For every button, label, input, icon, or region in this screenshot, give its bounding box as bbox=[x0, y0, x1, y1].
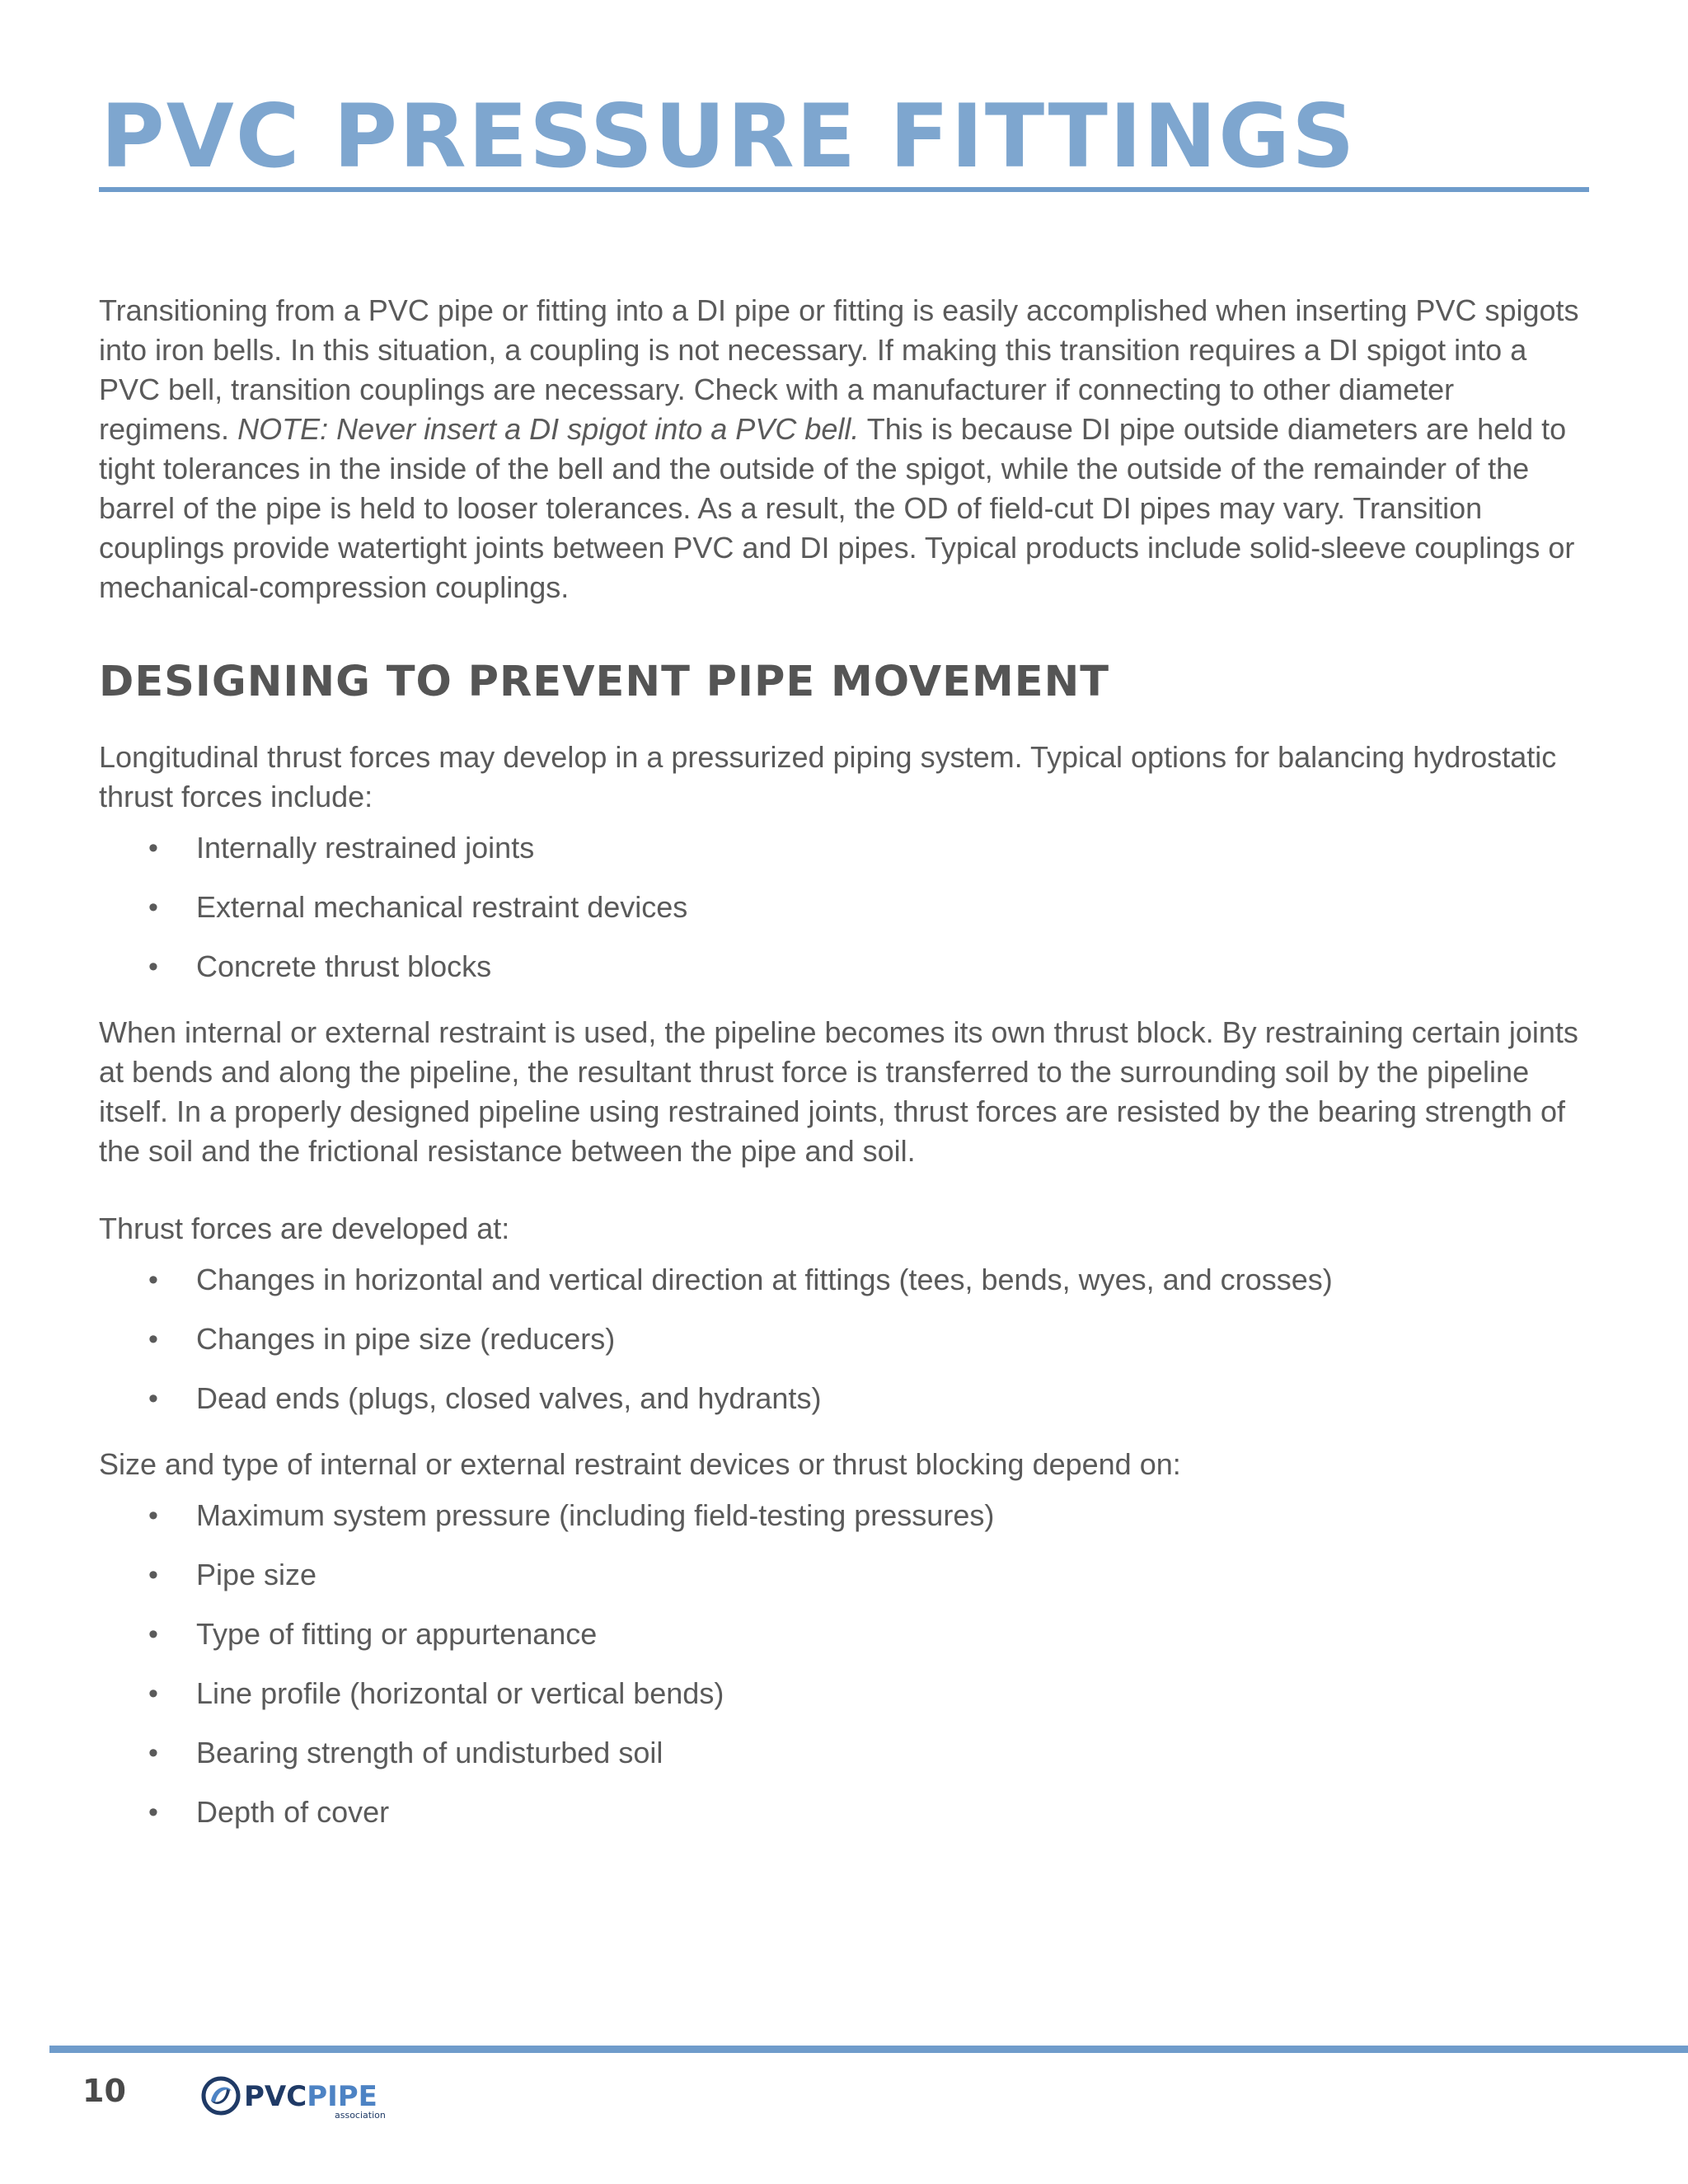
logo-text-association: association bbox=[335, 2110, 386, 2121]
list-item-text: Bearing strength of undisturbed soil bbox=[196, 1736, 663, 1769]
pvc-pipe-association-logo bbox=[201, 2073, 415, 2122]
intro-text-start: Transitioning from a PVC pipe or fitting into a DI pipe or fitting is easily accomplished when inserting PVC spigots into iron bells. In this situation, a coupling is not necessary. If making this transition requires a DI spigot into a PVC bell, transition couplings are necessary. Check with a manufacturer if connecting to other diameter regimens. bbox=[99, 293, 1579, 446]
depend-on-list bbox=[99, 1496, 1591, 1832]
list-item bbox=[99, 947, 1591, 987]
bullet-icon: • bbox=[148, 1619, 158, 1650]
list-item-text: Maximum system pressure (including field-testing pressures) bbox=[196, 1498, 995, 1532]
list-item-text: Concrete thrust blocks bbox=[196, 949, 492, 983]
list-item-text: Type of fitting or appurtenance bbox=[196, 1617, 598, 1651]
list-item bbox=[99, 1615, 1591, 1654]
list-item bbox=[99, 1379, 1591, 1418]
list-item-text: Pipe size bbox=[196, 1558, 317, 1591]
list-item-text: External mechanical restraint devices bbox=[196, 890, 688, 924]
developed-at-list bbox=[99, 1260, 1591, 1418]
bullet-icon: • bbox=[148, 1737, 158, 1769]
developed-intro-paragraph: Thrust forces are developed at: bbox=[99, 1212, 510, 1245]
bullet-icon: • bbox=[148, 832, 158, 864]
list-item-text: Depth of cover bbox=[196, 1795, 390, 1829]
page-number: 10 bbox=[82, 2073, 126, 2109]
intro-paragraph bbox=[99, 291, 1591, 607]
section-heading: DESIGNING TO PREVENT PIPE MOVEMENT bbox=[99, 658, 1110, 706]
intro-text-end: This is because DI pipe outside diameters are held to tight tolerances in the inside of the bell and the outside of the spigot, while the outside of the remainder of the barrel of the pipe is held to looser tolerances. As a result, the OD of field-cut DI pipes may vary. Transition couplings provide watertight joints between PVC and DI pipes. Typical products include solid-sleeve couplings or mechanical-compression couplings. bbox=[99, 412, 1575, 604]
bullet-icon: • bbox=[148, 1559, 158, 1591]
list-item bbox=[99, 1793, 1591, 1832]
bullet-icon: • bbox=[148, 951, 158, 982]
list-item bbox=[99, 1319, 1591, 1359]
bullet-icon: • bbox=[148, 1797, 158, 1828]
bullet-icon: • bbox=[148, 1324, 158, 1355]
svg-text:PVCPIPE bbox=[244, 2080, 377, 2113]
thrust-options-list bbox=[99, 828, 1591, 987]
list-item bbox=[99, 828, 1591, 868]
list-item bbox=[99, 888, 1591, 927]
list-item-text: Changes in pipe size (reducers) bbox=[196, 1322, 616, 1356]
list-item-text: Dead ends (plugs, closed valves, and hydrants) bbox=[196, 1381, 822, 1415]
list-item-text: Internally restrained joints bbox=[196, 831, 535, 865]
list-item bbox=[99, 1496, 1591, 1535]
list-item bbox=[99, 1733, 1591, 1773]
bullet-icon: • bbox=[148, 1678, 158, 1709]
title-underline bbox=[99, 187, 1589, 192]
footer-rule bbox=[49, 2046, 1688, 2053]
bullet-icon: • bbox=[148, 892, 158, 923]
logo-text-pipe: PIPE bbox=[307, 2080, 377, 2113]
depend-intro-paragraph: Size and type of internal or external restraint devices or thrust blocking depend on: bbox=[99, 1447, 1181, 1481]
thrust-intro-paragraph: Longitudinal thrust forces may develop in a pressurized piping system. Typical options for balancing hydrostatic thrust forces include: bbox=[99, 740, 1557, 813]
list-item bbox=[99, 1555, 1591, 1595]
intro-note: NOTE: Never insert a DI spigot into a PVC bell. bbox=[237, 412, 860, 446]
logo-emblem-icon bbox=[204, 2079, 238, 2113]
bullet-icon: • bbox=[148, 1500, 158, 1531]
list-item bbox=[99, 1260, 1591, 1300]
page-content bbox=[99, 291, 1591, 1852]
bullet-icon: • bbox=[148, 1383, 158, 1414]
page-title: PVC PRESSURE FITTINGS bbox=[101, 86, 1357, 187]
list-item-text: Changes in horizontal and vertical direction at fittings (tees, bends, wyes, and crosses) bbox=[196, 1263, 1333, 1296]
list-item-text: Line profile (horizontal or vertical bends) bbox=[196, 1676, 724, 1710]
list-item bbox=[99, 1674, 1591, 1713]
restraint-paragraph: When internal or external restraint is used, the pipeline becomes its own thrust block. By restraining certain joints at bends and along the pipeline, the resultant thrust force is transferred to the surrounding soil by the pipeline itself. In a properly designed pipeline using restrained joints, thrust forces are resisted by the bearing strength of the soil and the frictional resistance between the pipe and soil. bbox=[99, 1015, 1578, 1168]
bullet-icon: • bbox=[148, 1264, 158, 1296]
logo-text-pvc: PVC bbox=[244, 2080, 307, 2113]
